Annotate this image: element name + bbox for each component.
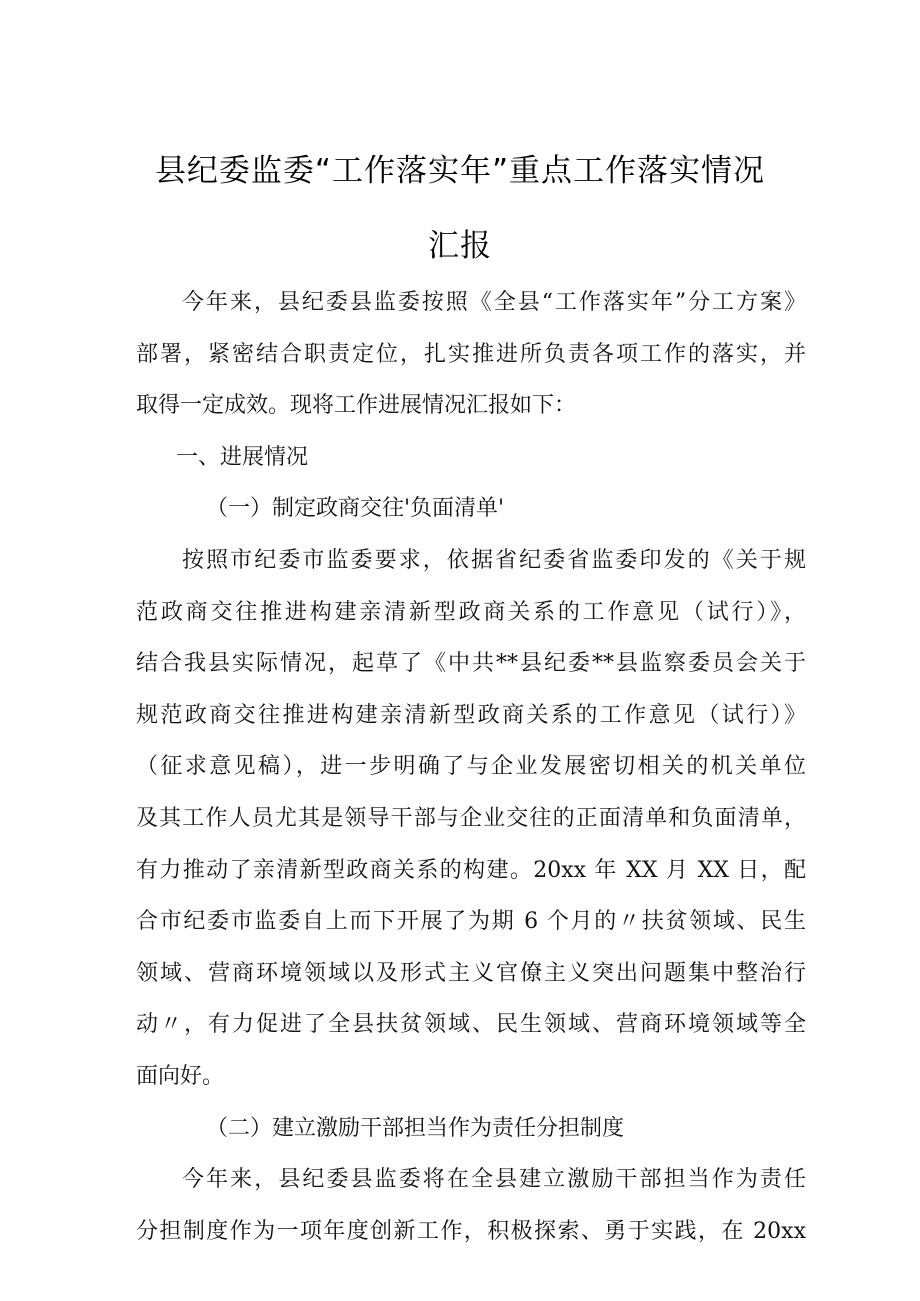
text-line: 有力推动了亲清新型政商关系的构建。20xx 年 XX 月 XX 日，配 [136, 857, 806, 883]
text-line: 动〃，有力促进了全县扶贫领域、民生领域、营商环境领域等全 [136, 1012, 806, 1038]
document-title-line-1: 县纪委监委“工作落实年”重点工作落实情况 [154, 153, 766, 189]
text-line: 合市纪委市监委自上而下开展了为期 6 个月的〃扶贫领域、民生 [136, 909, 806, 935]
text-line: 面向好。 [136, 1063, 225, 1089]
document-body [136, 284, 806, 1264]
text-line: 规范政商交往推进构建亲清新型政商关系的工作意见（试行）》 [136, 702, 806, 728]
text-line: 今年来，县纪委县监委按照《全县“工作落实年”分工方案》 [182, 290, 806, 315]
text-line: 今年来，县纪委县监委将在全县建立激励干部担当作为责任 [182, 1167, 806, 1193]
text-line: （二）建立激励干部担当作为责任分担制度 [206, 1115, 625, 1141]
document-title-line-2: 汇报 [428, 228, 492, 264]
text-line: 取得一定成效。现将工作进展情况汇报如下： [136, 393, 577, 419]
text-line: 及其工作人员尤其是领导干部与企业交往的正面清单和负面清单， [136, 805, 806, 831]
text-line: 领域、营商环境领域以及形式主义官僚主义突出问题集中整治行 [136, 960, 806, 986]
text-line: 分担制度作为一项年度创新工作，积极探索、勇于实践，在 20xx [136, 1218, 806, 1244]
text-line: 部署，紧密结合职责定位，扎实推进所负责各项工作的落实，并 [136, 341, 806, 367]
text-line: （征求意见稿），进一步明确了与企业发展密切相关的机关单位 [136, 754, 806, 780]
text-line: （一）制定政商交往'负面清单' [206, 496, 505, 522]
text-line: 范政商交往推进构建亲清新型政商关系的工作意见（试行）》， [136, 599, 806, 625]
text-line: 一、进展情况 [176, 444, 309, 470]
text-line: 按照市纪委市监委要求，依据省纪委省监委印发的《关于规 [182, 547, 806, 573]
text-line: 结合我县实际情况，起草了《中共**县纪委**县监察委员会关于 [136, 651, 806, 677]
